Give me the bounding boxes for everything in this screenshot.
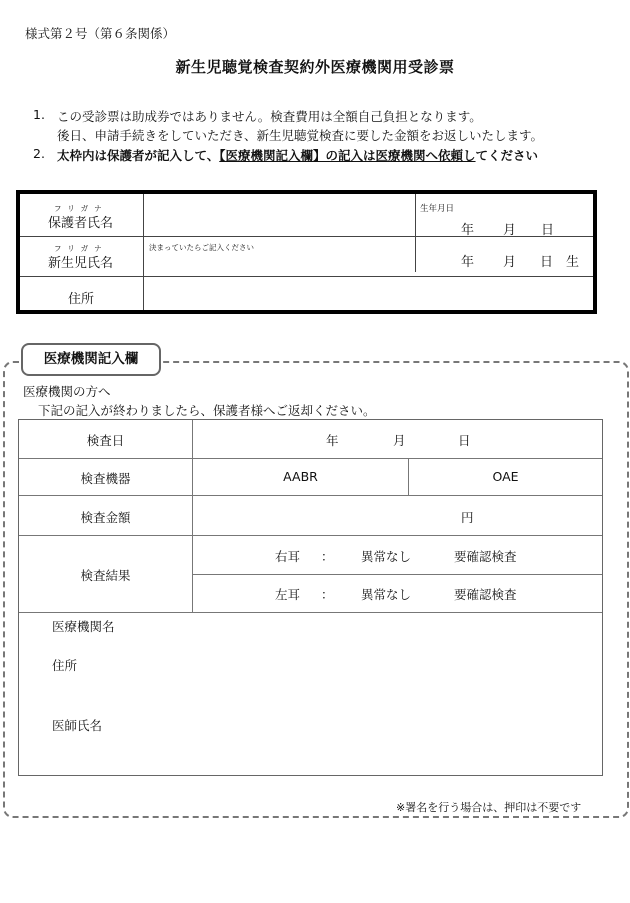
device-aabr-option[interactable]: AABR: [283, 469, 318, 484]
newborn-furigana: フリガナ: [54, 244, 108, 253]
mt-hline-3: [19, 535, 602, 536]
medical-section-badge: 医療機関記入欄: [21, 343, 161, 376]
left-ear-no-abnormality[interactable]: 異常なし: [361, 587, 412, 602]
note-1-continued: 後日、申請手続きをしていただき、新生児聴覚検査に要した金額をお返しいたします。: [57, 128, 544, 143]
medical-intro-1: 医療機関の方へ: [23, 384, 111, 399]
institution-info-input[interactable]: [139, 613, 602, 775]
right-ear-recheck[interactable]: 要確認検査: [454, 549, 517, 564]
exam-year-unit: 年: [326, 433, 339, 448]
device-label: 検査機器: [80, 471, 131, 486]
newborn-name-label: 新生児氏名: [48, 256, 114, 271]
left-ear-label: 左耳: [275, 587, 301, 602]
exam-date-label: 検査日: [86, 433, 125, 448]
birthdate-label: 生年月日: [420, 204, 455, 214]
note-1-number: 1.: [33, 107, 45, 122]
note-2-number: 2.: [33, 146, 45, 161]
mt-hline-4: [192, 574, 602, 575]
fee-input[interactable]: [193, 496, 602, 535]
newborn-day-unit: 日: [540, 255, 554, 270]
note-1: [33, 107, 482, 124]
note-2-text-c: てください: [475, 148, 539, 163]
guardian-box: [16, 190, 597, 314]
newborn-name-input[interactable]: [144, 237, 415, 276]
institution-name-label: 医療機関名: [52, 619, 115, 634]
result-label: 検査結果: [80, 568, 131, 583]
newborn-born-unit: 生: [566, 255, 580, 270]
doctor-name-label: 医師氏名: [52, 718, 103, 733]
fee-label: 検査金額: [80, 510, 131, 525]
mt-hline-1: [19, 458, 602, 459]
device-oae-option[interactable]: OAE: [492, 469, 519, 484]
form-number: 様式第２号（第６条関係）: [25, 26, 176, 41]
address-label: 住所: [68, 292, 95, 307]
address-input[interactable]: [144, 277, 597, 314]
note-2-text-underlined: 【医療機関記入欄】の記入は医療機関へ依頼し: [219, 148, 476, 163]
birth-month-unit: 月: [503, 223, 517, 238]
right-ear-colon: ：: [321, 549, 334, 564]
exam-day-unit: 日: [458, 433, 471, 448]
page-title: 新生児聴覚検査契約外医療機関用受診票: [175, 58, 455, 76]
birth-year-unit: 年: [461, 223, 475, 238]
note-2: [33, 146, 539, 163]
note-2-text-a: 太枠内は保護者が記入して、: [57, 148, 220, 163]
right-ear-no-abnormality[interactable]: 異常なし: [361, 549, 412, 564]
left-ear-recheck[interactable]: 要確認検査: [454, 587, 517, 602]
guardian-furigana: フリガナ: [54, 204, 108, 213]
guardian-name-label: 保護者氏名: [48, 216, 114, 231]
newborn-year-unit: 年: [461, 255, 475, 270]
institution-address-label: 住所: [52, 658, 78, 673]
newborn-month-unit: 月: [503, 255, 517, 270]
left-ear-colon: ：: [321, 587, 334, 602]
birth-day-unit: 日: [541, 223, 555, 238]
yen-unit: 円: [461, 510, 474, 525]
newborn-name-hint: 決まっていたらご記入ください: [149, 243, 254, 252]
right-ear-label: 右耳: [275, 549, 301, 564]
medical-intro-2: 下記の記入が終わりましたら、保護者様へご返却ください。: [38, 403, 376, 418]
guardian-name-input[interactable]: [144, 194, 415, 236]
exam-month-unit: 月: [393, 433, 406, 448]
note-1-text: この受診票は助成券ではありません。検査費用は全額自己負担となります。: [57, 109, 482, 124]
medical-table: [18, 419, 603, 776]
footnote: ※署名を行う場合は、押印は不要です: [396, 801, 582, 814]
